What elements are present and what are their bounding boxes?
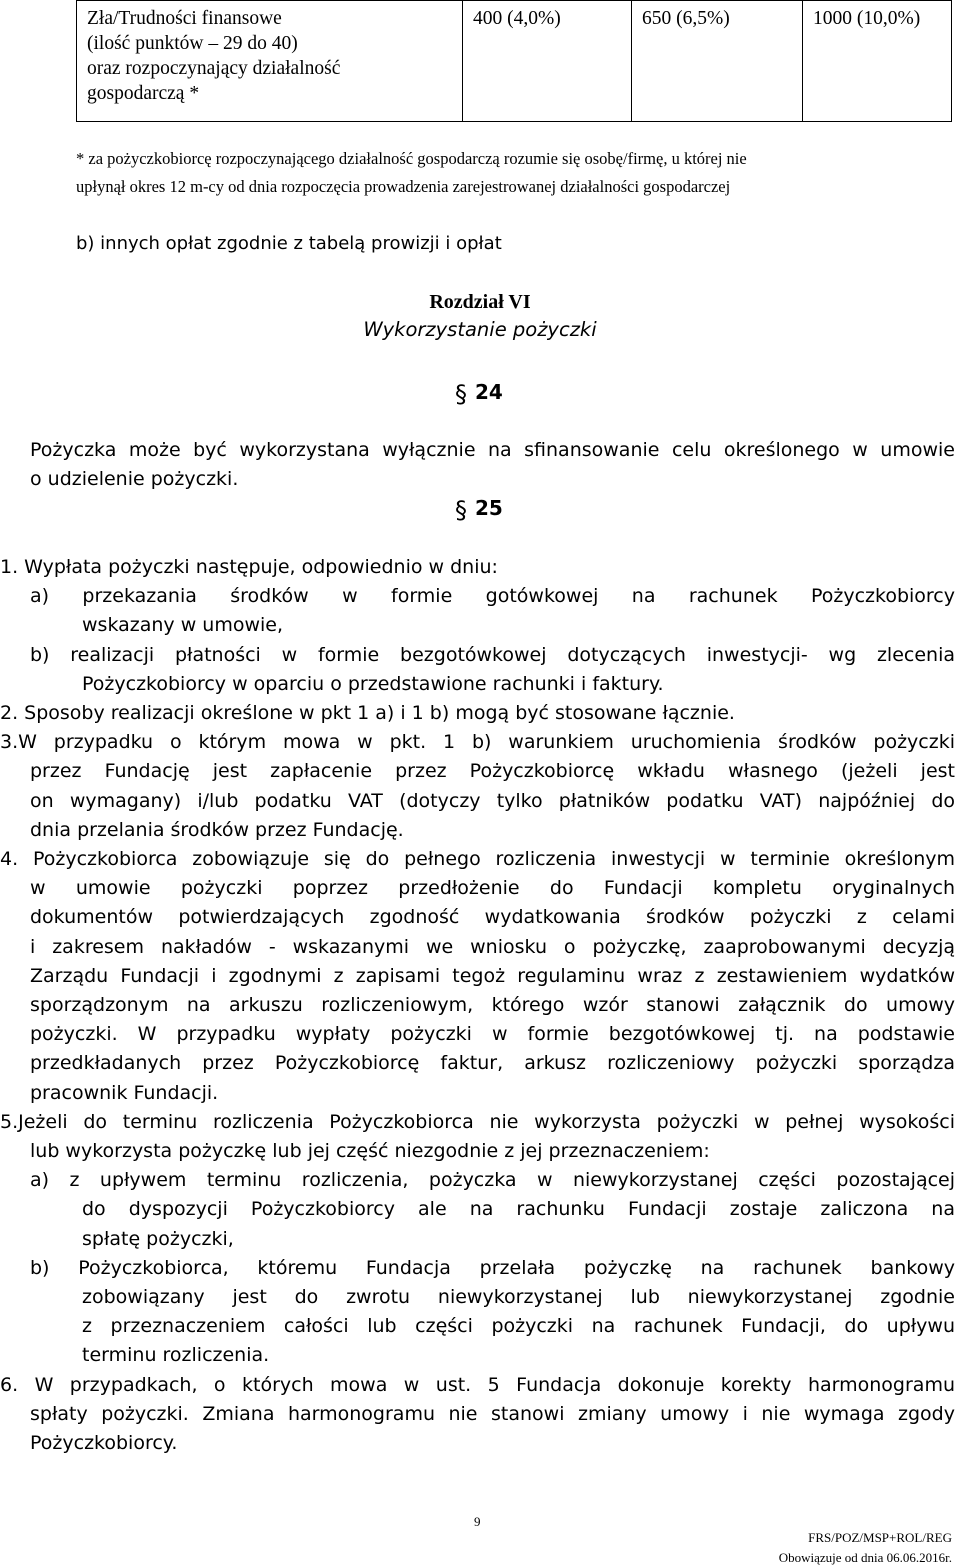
section-25-line: lub wykorzysta pożyczkę lub jej część niezgodnie z jej przeznaczeniem: xyxy=(30,1140,710,1162)
section-25-line: pracownik Fundacji. xyxy=(30,1081,219,1104)
section-25-line: a) przekazania środków w formie gotówkowej na rachunek Pożyczkobiorcy xyxy=(30,585,955,608)
section-25-line: 2. Sposoby realizacji określone w pkt 1 a) i 1 b) mogą być stosowane łącznie. xyxy=(0,702,735,724)
section-25-line: przedkładanych przez Pożyczkobiorcę faktur, arkusz rozliczeniowy pożyczki sporządza xyxy=(30,1052,955,1075)
section-25-line: 6. W przypadkach, o których mowa w ust. 5 Fundacja dokonuje korekty harmonogramu xyxy=(0,1373,955,1396)
section-25-line: sporządzonym na arkuszu rozliczeniowym, którego wzór stanowi załącznik do umowy xyxy=(30,994,955,1016)
category-line: gospodarczą * xyxy=(87,83,200,104)
section-25-line: b) realizacji płatności w formie bezgotówkowej dotyczących inwestycji- wg zlecenia xyxy=(30,643,955,666)
footnote-line: * za pożyczkobiorcę rozpoczynającego działalność gospodarczą rozumie się osobę/firmę, u której nie xyxy=(76,149,747,168)
fee-table xyxy=(76,0,952,122)
section-25-line: przez Fundację jest zapłacenie przez Pożyczkobiorcę wkładu własnego (jeżeli jest xyxy=(30,760,955,783)
section-25-line: b) Pożyczkobiorca, któremu Fundacja przelała pożyczkę na rachunek bankowy xyxy=(30,1256,955,1279)
section-25-line: Pożyczkobiorcy. xyxy=(30,1432,178,1454)
section-25-heading xyxy=(455,496,503,524)
section-25-line: 1. Wypłata pożyczki następuje, odpowiednio w dniu: xyxy=(0,556,498,578)
section-25-line: terminu rozliczenia. xyxy=(82,1344,270,1367)
category-line: oraz rozpoczynający działalność xyxy=(87,58,341,79)
section-25-line: spłatę pożyczki, xyxy=(82,1227,234,1250)
paragraph-sign-icon: § xyxy=(455,380,467,408)
section-25-line: spłaty pożyczki. Zmiana harmonogramu nie stanowi zmiany umowy i nie wymaga zgody xyxy=(30,1402,955,1425)
value-cell-2: 650 (6,5%) xyxy=(632,1,803,122)
section-25-line: z przeznaczeniem całości lub części pożyczki na rachunek Fundacji, do upływu xyxy=(82,1315,955,1338)
category-cell xyxy=(77,1,463,122)
section-25-line: dokumentów potwierdzających zgodność wydatkowania środków pożyczki z celami xyxy=(30,906,955,929)
value-cell-3: 1000 (10,0%) xyxy=(803,1,952,122)
section-24-heading xyxy=(455,380,503,408)
section-24-line: Pożyczka może być wykorzystana wyłącznie na sfinansowanie celu określonego w umowie xyxy=(30,439,955,461)
section-number: 25 xyxy=(475,496,503,520)
doc-code: FRS/POZ/MSP+ROL/REG xyxy=(808,1530,952,1545)
section-25-line: i zakresem nakładów - wskazanymi we wniosku o pożyczkę, zaaprobowanymi decyzją xyxy=(30,935,955,958)
section-25-line: dnia przelania środków przez Fundację. xyxy=(30,818,404,841)
section-25-line: on wymagany) i/lub podatku VAT (dotyczy tylko płatników podatku VAT) najpóźniej do xyxy=(30,789,955,812)
paragraph-sign-icon: § xyxy=(455,496,467,524)
section-25-line: 5.Jeżeli do terminu rozliczenia Pożyczkobiorca nie wykorzysta pożyczki w pełnej wysokości xyxy=(0,1110,955,1133)
section-25-line: zobowiązany jest do zwrotu niewykorzystanej lub niewykorzystanej zgodnie xyxy=(82,1286,955,1308)
valid-from: Obowiązuje od dnia 06.06.2016r. xyxy=(778,1550,952,1565)
footnote-line: upłynął okres 12 m-cy od dnia rozpoczęcia prowadzenia zarejestrowanej działalności gospodarczej xyxy=(76,177,731,196)
item-b-text: b) innych opłat zgodnie z tabelą prowizji i opłat xyxy=(76,233,502,254)
section-24-line: o udzielenie pożyczki. xyxy=(30,468,239,490)
section-number: 24 xyxy=(475,380,503,404)
section-25-line: 4. Pożyczkobiorca zobowiązuje się do pełnego rozliczenia inwestycji w terminie określonym xyxy=(0,848,955,870)
chapter-title: Rozdział VI xyxy=(429,291,531,313)
section-25-line: a) z upływem terminu rozliczenia, pożyczka w niewykorzystanej części pozostającej xyxy=(30,1169,955,1192)
section-25-line: pożyczki. W przypadku wypłaty pożyczki w formie bezgotówkowej tj. na podstawie xyxy=(30,1023,955,1046)
section-25-line: w umowie pożyczki poprzez przedłożenie do Fundacji kompletu oryginalnych xyxy=(30,877,955,900)
chapter-subtitle: Wykorzystanie pożyczki xyxy=(363,318,597,341)
section-25-line: do dyspozycji Pożyczkobiorcy ale na rachunku Fundacji zostaje zaliczona na xyxy=(82,1198,955,1221)
category-line: (ilość punktów – 29 do 40) xyxy=(87,33,298,54)
table-row xyxy=(77,1,952,122)
section-25-line: Pożyczkobiorcy w oparciu o przedstawione rachunki i faktury. xyxy=(82,672,664,695)
footer-reference xyxy=(779,1528,952,1568)
page-number: 9 xyxy=(474,1514,481,1529)
value-cell-1: 400 (4,0%) xyxy=(463,1,632,122)
category-line: Zła/Trudności finansowe xyxy=(87,8,282,29)
section-25-line: 3.W przypadku o którym mowa w pkt. 1 b) warunkiem uruchomienia środków pożyczki xyxy=(0,731,955,754)
section-25-line: Zarządu Fundacji i zgodnymi z zapisami tegoż regulaminu wraz z zestawieniem wydatków xyxy=(30,964,955,987)
section-25-line: wskazany w umowie, xyxy=(82,614,283,637)
